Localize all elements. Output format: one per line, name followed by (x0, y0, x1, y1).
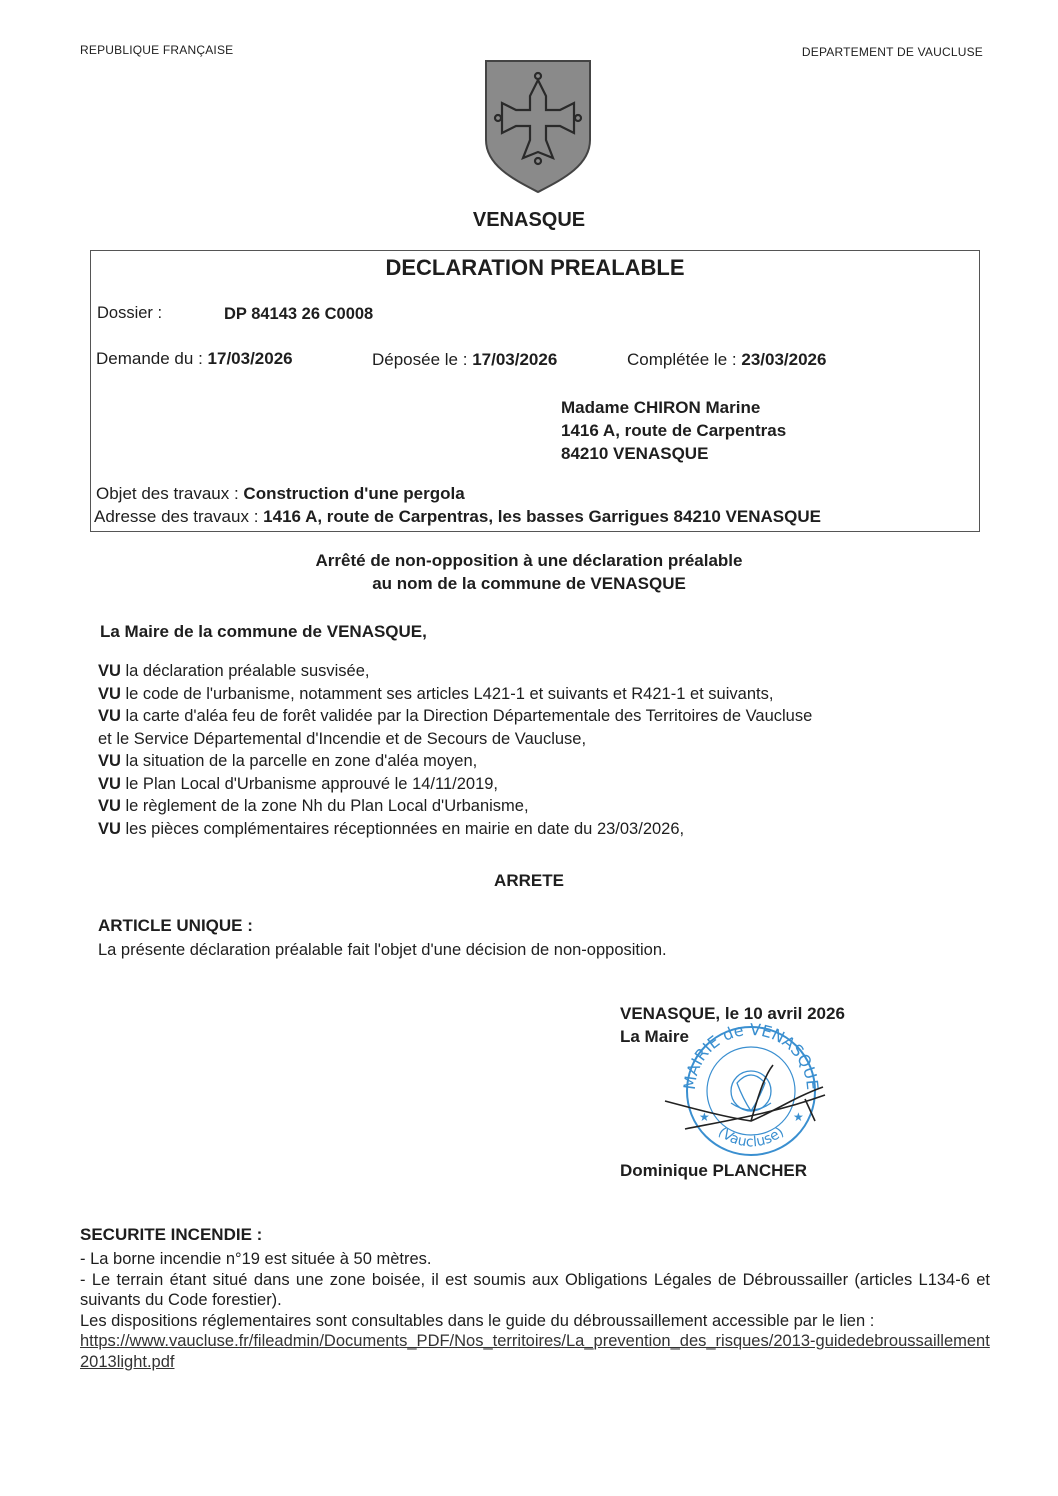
securite-line: Les dispositions réglementaires sont consultables dans le guide du débroussaillement accessible par le lien : (80, 1311, 875, 1330)
article-title: ARTICLE UNIQUE : (98, 916, 253, 935)
signature-role: La Maire (620, 1027, 689, 1046)
vu-list (98, 660, 978, 840)
securite-line: - Le terrain étant situé dans une zone boisée, il est soumis aux Obligations Légales de Débroussailler (articles L134-6 et suivants du Code forestier). (80, 1270, 990, 1309)
deposee-date (372, 350, 557, 370)
svg-text:★: ★ (699, 1110, 710, 1124)
article-body: La présente déclaration préalable fait l'objet d'une décision de non-opposition. (98, 941, 667, 959)
applicant-street: 1416 A, route de Carpentras (561, 421, 787, 440)
maire-intro: La Maire de la commune de VENASQUE, (100, 622, 427, 641)
vu-item: VU la déclaration préalable susvisée, (98, 662, 370, 680)
adresse-value: 1416 A, route de Carpentras, les basses Garrigues 84210 VENASQUE (263, 507, 821, 526)
header-republique: REPUBLIQUE FRANÇAISE (80, 43, 234, 57)
dossier-label: Dossier : (97, 304, 163, 322)
completee-label: Complétée le : (627, 350, 737, 369)
objet-label: Objet des travaux : (96, 484, 239, 503)
deposee-value: 17/03/2026 (472, 350, 558, 369)
signature-name: Dominique PLANCHER (620, 1161, 807, 1180)
demande-date (96, 349, 293, 369)
stamp-top-text: MAIRIE de VENASQUE (679, 1019, 823, 1091)
vu-item: VU le règlement de la zone Nh du Plan Local d'Urbanisme, (98, 797, 529, 815)
stamp-bottom-text: (Vaucluse) (714, 1124, 788, 1151)
deposee-label: Déposée le : (372, 350, 468, 369)
securite-title: SECURITE INCENDIE : (80, 1225, 263, 1244)
svg-text:★: ★ (793, 1110, 804, 1124)
coat-of-arms-icon (483, 58, 593, 194)
applicant-name: Madame CHIRON Marine (561, 398, 761, 417)
arrete-keyword: ARRETE (494, 871, 564, 890)
header-departement: DEPARTEMENT DE VAUCLUSE (801, 45, 983, 59)
signature-place-date: VENASQUE, le 10 avril 2026 (620, 1004, 845, 1023)
vu-item: VU la carte d'aléa feu de forêt validée par la Direction Départementale des Territoires de Vaucluse (98, 707, 813, 725)
securite-line: - La borne incendie n°19 est située à 50 mètres. (80, 1250, 432, 1268)
vu-item: VU le Plan Local d'Urbanisme approuvé le 14/11/2019, (98, 774, 499, 793)
completee-value: 23/03/2026 (741, 350, 827, 369)
vu-item: VU le code de l'urbanisme, notamment ses articles L421-1 et suivants et R421-1 et suivants, (98, 684, 774, 703)
completee-date (627, 350, 826, 370)
applicant-city: 84210 VENASQUE (561, 444, 709, 463)
arrete-heading-line2: au nom de la commune de VENASQUE (372, 574, 686, 593)
vu-item: VU les pièces complémentaires réceptionnées en mairie en date du 23/03/2026, (98, 819, 685, 838)
securite-body (80, 1249, 990, 1372)
declaration-box (90, 250, 980, 532)
objet-travaux (96, 484, 465, 504)
objet-value: Construction d'une pergola (243, 484, 465, 503)
demande-value: 17/03/2026 (207, 349, 293, 368)
demande-label: Demande du : (96, 349, 203, 368)
svg-text:MAIRIE de VENASQUE (680, 1020, 822, 1091)
adresse-label: Adresse des travaux : (94, 507, 259, 526)
declaration-title: DECLARATION PREALABLE (385, 255, 685, 280)
arrete-heading (0, 549, 1058, 595)
arrete-heading-line1: Arrêté de non-opposition à une déclaration préalable (315, 551, 743, 570)
guide-link[interactable]: https://www.vaucluse.fr/fileadmin/Documents_PDF/Nos_territoires/La_prevention_des_risques/2013-guidedebroussaillement2013light.pdf (80, 1332, 990, 1371)
applicant-address (561, 396, 786, 465)
dossier-value: DP 84143 26 C0008 (224, 305, 374, 323)
vu-item: VU la situation de la parcelle en zone d'aléa moyen, (98, 752, 478, 770)
vu-item-continuation: et le Service Départemental d'Incendie et de Secours de Vaucluse, (98, 729, 587, 748)
commune-name: VENASQUE (472, 209, 586, 231)
adresse-travaux (94, 507, 821, 527)
svg-text:(Vaucluse) (715, 1124, 787, 1150)
